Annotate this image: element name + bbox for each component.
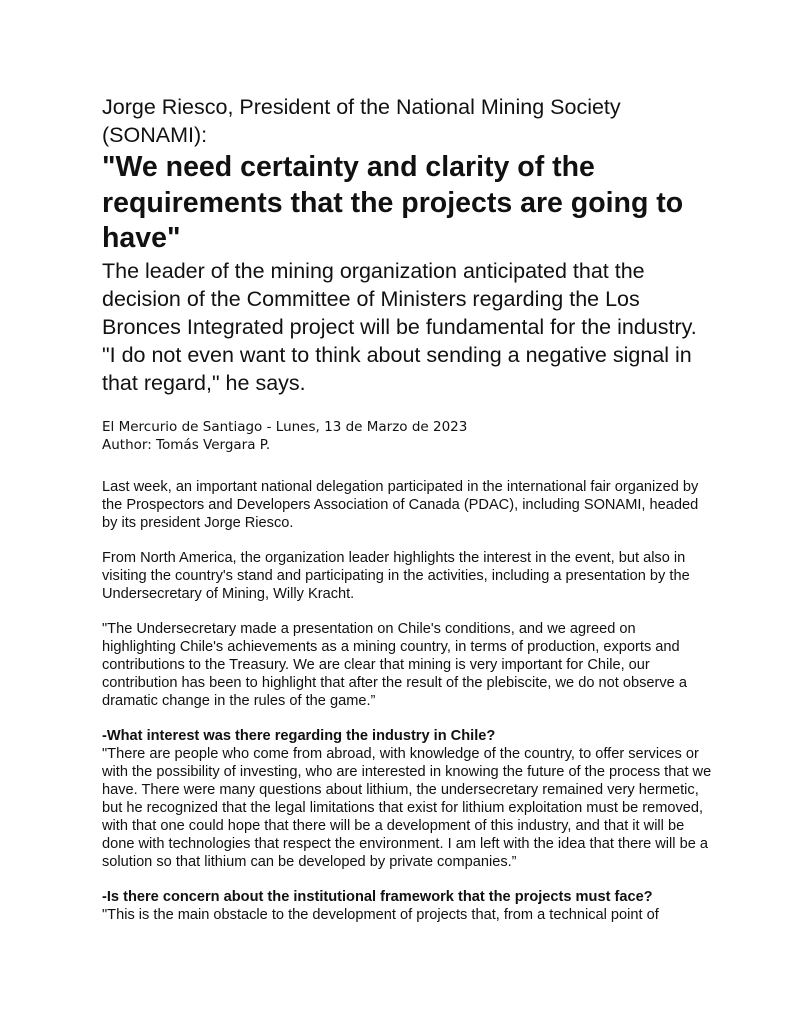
interview-answer: "There are people who come from abroad, with knowledge of the country, to offer services or with the possibility of investing, who are interested in knowing the future of the process that we have. There were many questions about lithium, the undersecretary remained very hermetic, but he recognized that the legal limitations that exist for lithium exploitation must be removed, with that one could hope that there will be a development of this industry, and that it will be done with technologies that respect the environment. I am left with the idea that there will be a solution so that lithium can be developed by private companies.” bbox=[102, 745, 712, 870]
publication-date: Lunes, 13 de Marzo de 2023 bbox=[275, 418, 468, 435]
author: Author: Tomás Vergara P. bbox=[102, 436, 271, 453]
article-headline: "We need certainty and clarity of the requirements that the projects are going to have" bbox=[102, 151, 684, 254]
article-lede: The leader of the mining organization anticipated that the decision of the Committee of Ministers regarding the Los Bronces Integrated project will be fundamental for the industry. "I do not even want to think about sending a negative signal in that regard," he says. bbox=[102, 258, 697, 395]
paragraph: From North America, the organization leader highlights the interest in the event, but also in visiting the country's stand and participating in the activities, including a presentation by the Undersecretary of Mining, Willy Kracht. bbox=[102, 549, 690, 602]
interview-answer: "This is the main obstacle to the development of projects that, from a technical point of bbox=[102, 906, 659, 923]
paragraph: "The Undersecretary made a presentation on Chile's conditions, and we agreed on highlighting Chile's achievements as a mining country, in terms of production, exports and contributions to the Treasury. We are clear that mining is very important for Chile, our contribution has been to highlight that after the result of the plebiscite, we do not observe a dramatic change in the rules of the game.” bbox=[102, 620, 687, 709]
byline bbox=[102, 418, 712, 454]
article bbox=[102, 93, 712, 924]
article-kicker: Jorge Riesco, President of the National Mining Society (SONAMI): bbox=[102, 95, 621, 147]
source-name: El Mercurio de Santiago - bbox=[102, 418, 272, 435]
interview-question: -What interest was there regarding the industry in Chile? bbox=[102, 727, 496, 744]
paragraph: Last week, an important national delegation participated in the international fair organized by the Prospectors and Developers Association of Canada (PDAC), including SONAMI, headed by its president Jorge Riesco. bbox=[102, 478, 699, 531]
interview-question: -Is there concern about the institutional framework that the projects must face? bbox=[102, 888, 653, 905]
